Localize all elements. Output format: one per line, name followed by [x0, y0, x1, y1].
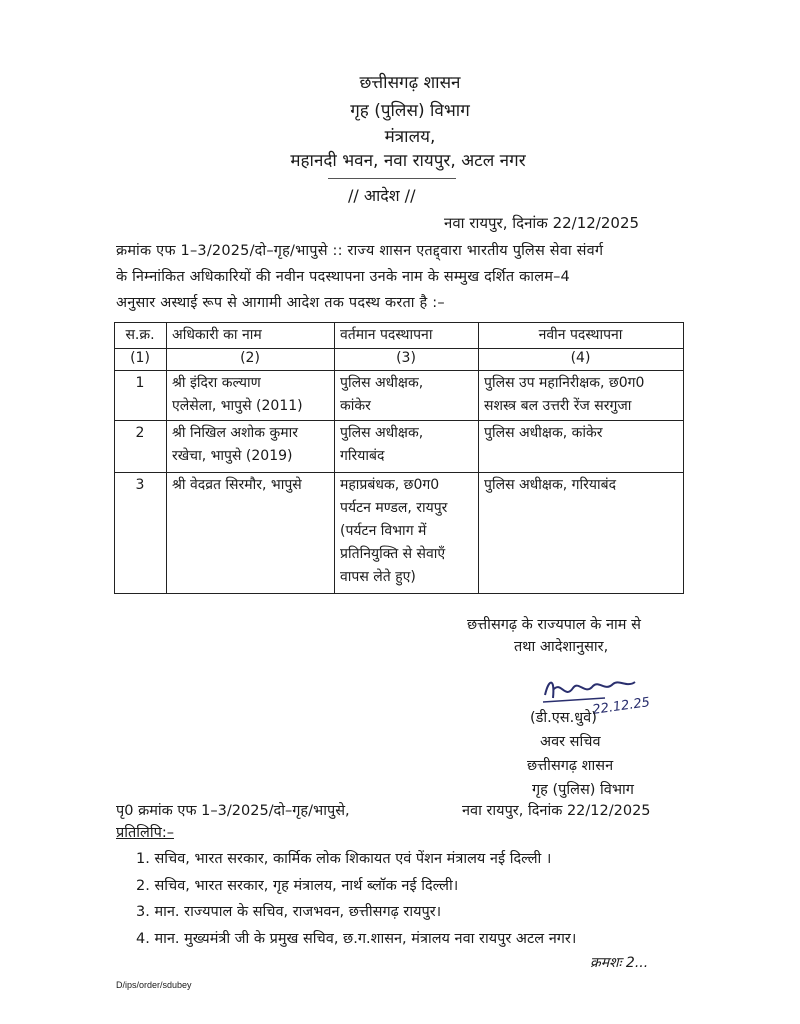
signatory-designation: अवर सचिव	[540, 734, 601, 750]
posting-table	[114, 322, 684, 594]
order-title: // आदेश //	[348, 186, 416, 205]
copy-recipient-1: 1. सचिव, भारत सरकार, कार्मिक लोक शिकायत एवं पेंशन मंत्रालय नई दिल्ली ।	[136, 851, 552, 867]
table-row-1-new: सशस्त्र बल उत्तरी रेंज सरगुजा	[484, 398, 632, 414]
table-row-3-serial: 3	[135, 477, 145, 493]
by-order-line-2: तथा आदेशानुसार,	[514, 639, 609, 655]
table-col-number: (2)	[240, 350, 260, 366]
header-divider	[328, 178, 456, 179]
table-row-3-current: महाप्रबंधक, छ0ग0	[340, 477, 440, 493]
continued-note: क्रमशः 2...	[590, 955, 649, 971]
table-row-1-name: एलेसेला, भापुसे (2011)	[172, 398, 303, 414]
table-row-2-serial: 2	[135, 425, 145, 441]
header-address: महानदी भवन, नवा रायपुर, अटल नगर	[290, 151, 526, 171]
table-border	[114, 420, 684, 421]
table-row-1-name: श्री इंदिरा कल्याण	[172, 375, 261, 391]
table-col-number: (1)	[130, 350, 150, 366]
table-row-3-current: वापस लेते हुए)	[340, 569, 416, 585]
table-border	[114, 322, 684, 323]
table-col-number: (4)	[570, 350, 591, 366]
by-order-line-1: छत्तीसगढ़ के राज्यपाल के नाम से	[467, 617, 641, 633]
signatory-name: (डी.एस.धुवे)	[530, 710, 597, 726]
table-row-2-current: गरियाबंद	[340, 448, 385, 464]
table-header-new-posting: नवीन पदस्थापना	[538, 327, 623, 343]
table-row-2-new: पुलिस अधीक्षक, कांकेर	[484, 425, 603, 441]
order-body-line-1: क्रमांक एफ 1–3/2025/दो–गृह/भापुसे :: राज्य शासन एतद्द्वारा भारतीय पुलिस सेवा संवर्ग	[116, 243, 604, 259]
table-row-3-name: श्री वेदव्रत सिरमौर, भापुसे	[172, 477, 302, 493]
copy-recipient-3: 3. मान. राज्यपाल के सचिव, राजभवन, छत्तीसगढ़ रायपुर।	[136, 904, 442, 920]
copy-to-label: प्रतिलिपि:–	[116, 825, 174, 841]
order-place-date: नवा रायपुर, दिनांक 22/12/2025	[444, 214, 640, 232]
header-ministry: मंत्रालय,	[384, 127, 436, 147]
file-path-footer: D/ips/order/sdubey	[116, 980, 192, 990]
order-body-line-2: के निम्नांकित अधिकारियों की नवीन पदस्थापना उनके नाम के सम्मुख दर्शित कालम–4	[116, 269, 570, 285]
signatory-government: छत्तीसगढ़ शासन	[527, 758, 614, 774]
table-row-3-current: पर्यटन मण्डल, रायपुर	[340, 500, 448, 516]
table-row-1-current: कांकेर	[340, 398, 371, 414]
table-row-2-name: श्री निखिल अशोक कुमार	[172, 425, 298, 441]
table-row-2-current: पुलिस अधीक्षक,	[340, 425, 424, 441]
copy-place-date: नवा रायपुर, दिनांक 22/12/2025	[462, 803, 651, 819]
table-header-officer-name: अधिकारी का नाम	[172, 327, 262, 343]
table-header-current-posting: वर्तमान पदस्थापना	[340, 327, 433, 343]
table-border	[114, 370, 684, 371]
table-row-3-current: प्रतिनियुक्ति से सेवाएँ	[340, 546, 446, 562]
table-row-1-current: पुलिस अधीक्षक,	[340, 375, 424, 391]
table-border	[114, 472, 684, 473]
copy-recipient-2: 2. सचिव, भारत सरकार, गृह मंत्रालय, नार्थ ब्लॉक नई दिल्ली।	[136, 878, 459, 894]
table-row-3-new: पुलिस अधीक्षक, गरियाबंद	[484, 477, 617, 493]
table-row-3-current: (पर्यटन विभाग में	[340, 523, 427, 539]
table-row-1-new: पुलिस उप महानिरीक्षक, छ0ग0	[484, 375, 645, 391]
table-col-number: (3)	[396, 350, 416, 366]
header-department: गृह (पुलिस) विभाग	[350, 101, 470, 121]
table-row-1-serial: 1	[135, 375, 145, 391]
table-border	[114, 593, 684, 594]
copy-reference-number: पृ0 क्रमांक एफ 1–3/2025/दो–गृह/भापुसे,	[116, 803, 350, 819]
table-row-2-name: रखेचा, भापुसे (2019)	[172, 448, 293, 464]
copy-recipient-4: 4. मान. मुख्यमंत्री जी के प्रमुख सचिव, छ.ग.शासन, मंत्रालय नवा रायपुर अटल नगर।	[136, 931, 577, 947]
table-border	[683, 322, 684, 594]
order-body-line-3: अनुसार अस्थाई रूप से आगामी आदेश तक पदस्थ करता है :–	[116, 295, 445, 311]
table-header-serial: स.क्र.	[125, 327, 155, 343]
header-government: छत्तीसगढ़ शासन	[359, 73, 461, 93]
signatory-department: गृह (पुलिस) विभाग	[532, 782, 634, 798]
signature-date: 22.12.25	[591, 695, 651, 718]
